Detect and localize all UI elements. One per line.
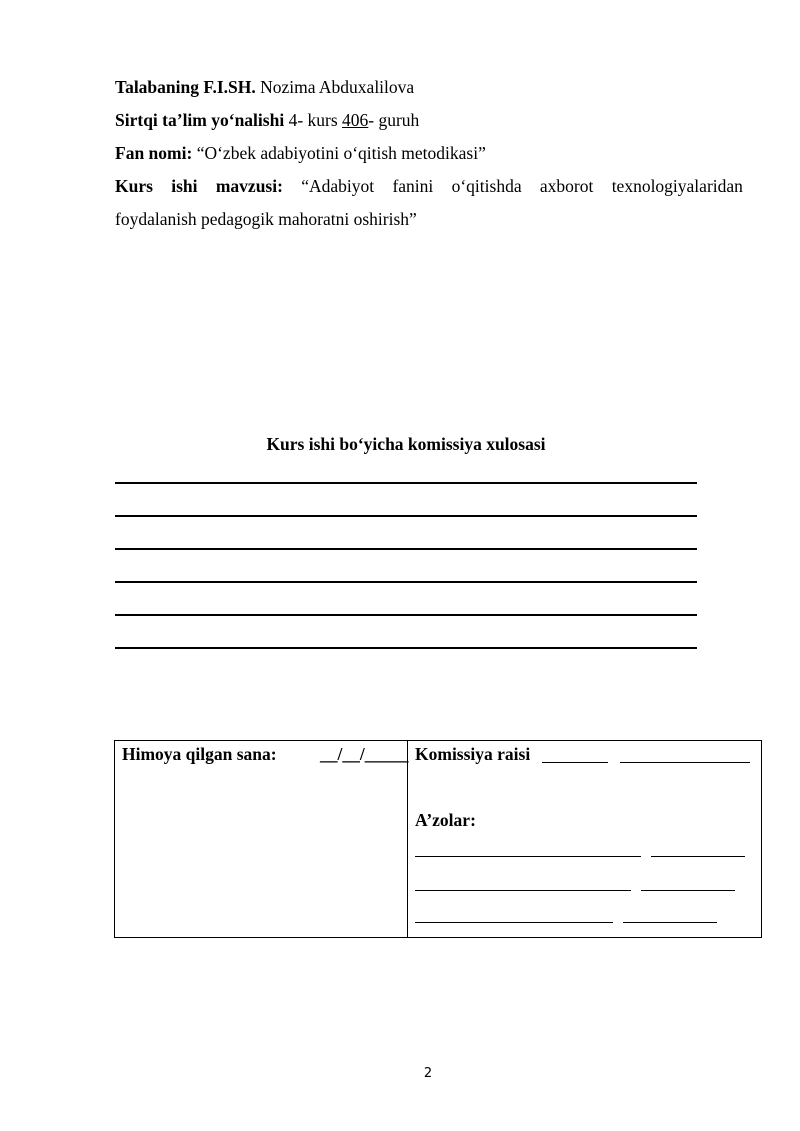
topic-word: axborot (539, 176, 594, 196)
topic-word: fanini (392, 176, 434, 196)
conclusion-line (115, 647, 697, 649)
topic-word: “Adabiyot (301, 176, 375, 196)
conclusion-line (115, 482, 697, 484)
commission-chair-label: Komissiya raisi (415, 744, 531, 764)
member-name-line (415, 922, 613, 923)
group-number: 406 (342, 110, 369, 130)
study-direction-row (115, 109, 419, 131)
defense-table (114, 740, 762, 938)
conclusion-line (115, 515, 697, 517)
topic-row (115, 175, 743, 197)
defense-date-label: Himoya qilgan sana: (122, 744, 277, 764)
student-name-value: Nozima Abduxalilova (260, 77, 415, 97)
topic-label-word: Kurs (115, 176, 153, 196)
member-name-line (415, 856, 641, 857)
topic-word: o‘qitishda (451, 176, 522, 196)
topic-continuation: foydalanish pedagogik mahoratni oshirish” (115, 209, 417, 229)
chair-signature-line (620, 762, 750, 763)
member-signature-line (623, 922, 717, 923)
defense-date-blank: __/__/_____ (320, 744, 409, 764)
conclusion-line (115, 548, 697, 550)
subject-row (115, 142, 486, 164)
member-signature-line (641, 890, 735, 891)
members-label: A’zolar: (415, 810, 476, 830)
defense-date-cell (115, 741, 408, 938)
topic-word: texnologiyalaridan (611, 176, 743, 196)
student-name-label: Talabaning F.I.SH. (115, 77, 256, 97)
topic-label-word: mavzusi: (215, 176, 283, 196)
page-number: 2 (423, 1066, 433, 1081)
subject-label: Fan nomi: (115, 143, 193, 163)
member-name-line (415, 890, 631, 891)
conclusion-line (115, 614, 697, 616)
member-signature-line (651, 856, 745, 857)
student-name-row (115, 76, 414, 98)
chair-name-line (542, 762, 608, 763)
commission-title: Kurs ishi bo‘yicha komissiya xulosasi (266, 434, 546, 454)
course-value: 4- kurs (288, 110, 338, 130)
conclusion-line (115, 581, 697, 583)
subject-value: “O‘zbek adabiyotini o‘qitish metodikasi” (196, 143, 486, 163)
commission-signatures-cell (408, 741, 762, 938)
study-direction-label: Sirtqi ta’lim yo‘nalishi (115, 110, 285, 130)
topic-label-word: ishi (171, 176, 198, 196)
group-suffix: - guruh (368, 110, 420, 130)
